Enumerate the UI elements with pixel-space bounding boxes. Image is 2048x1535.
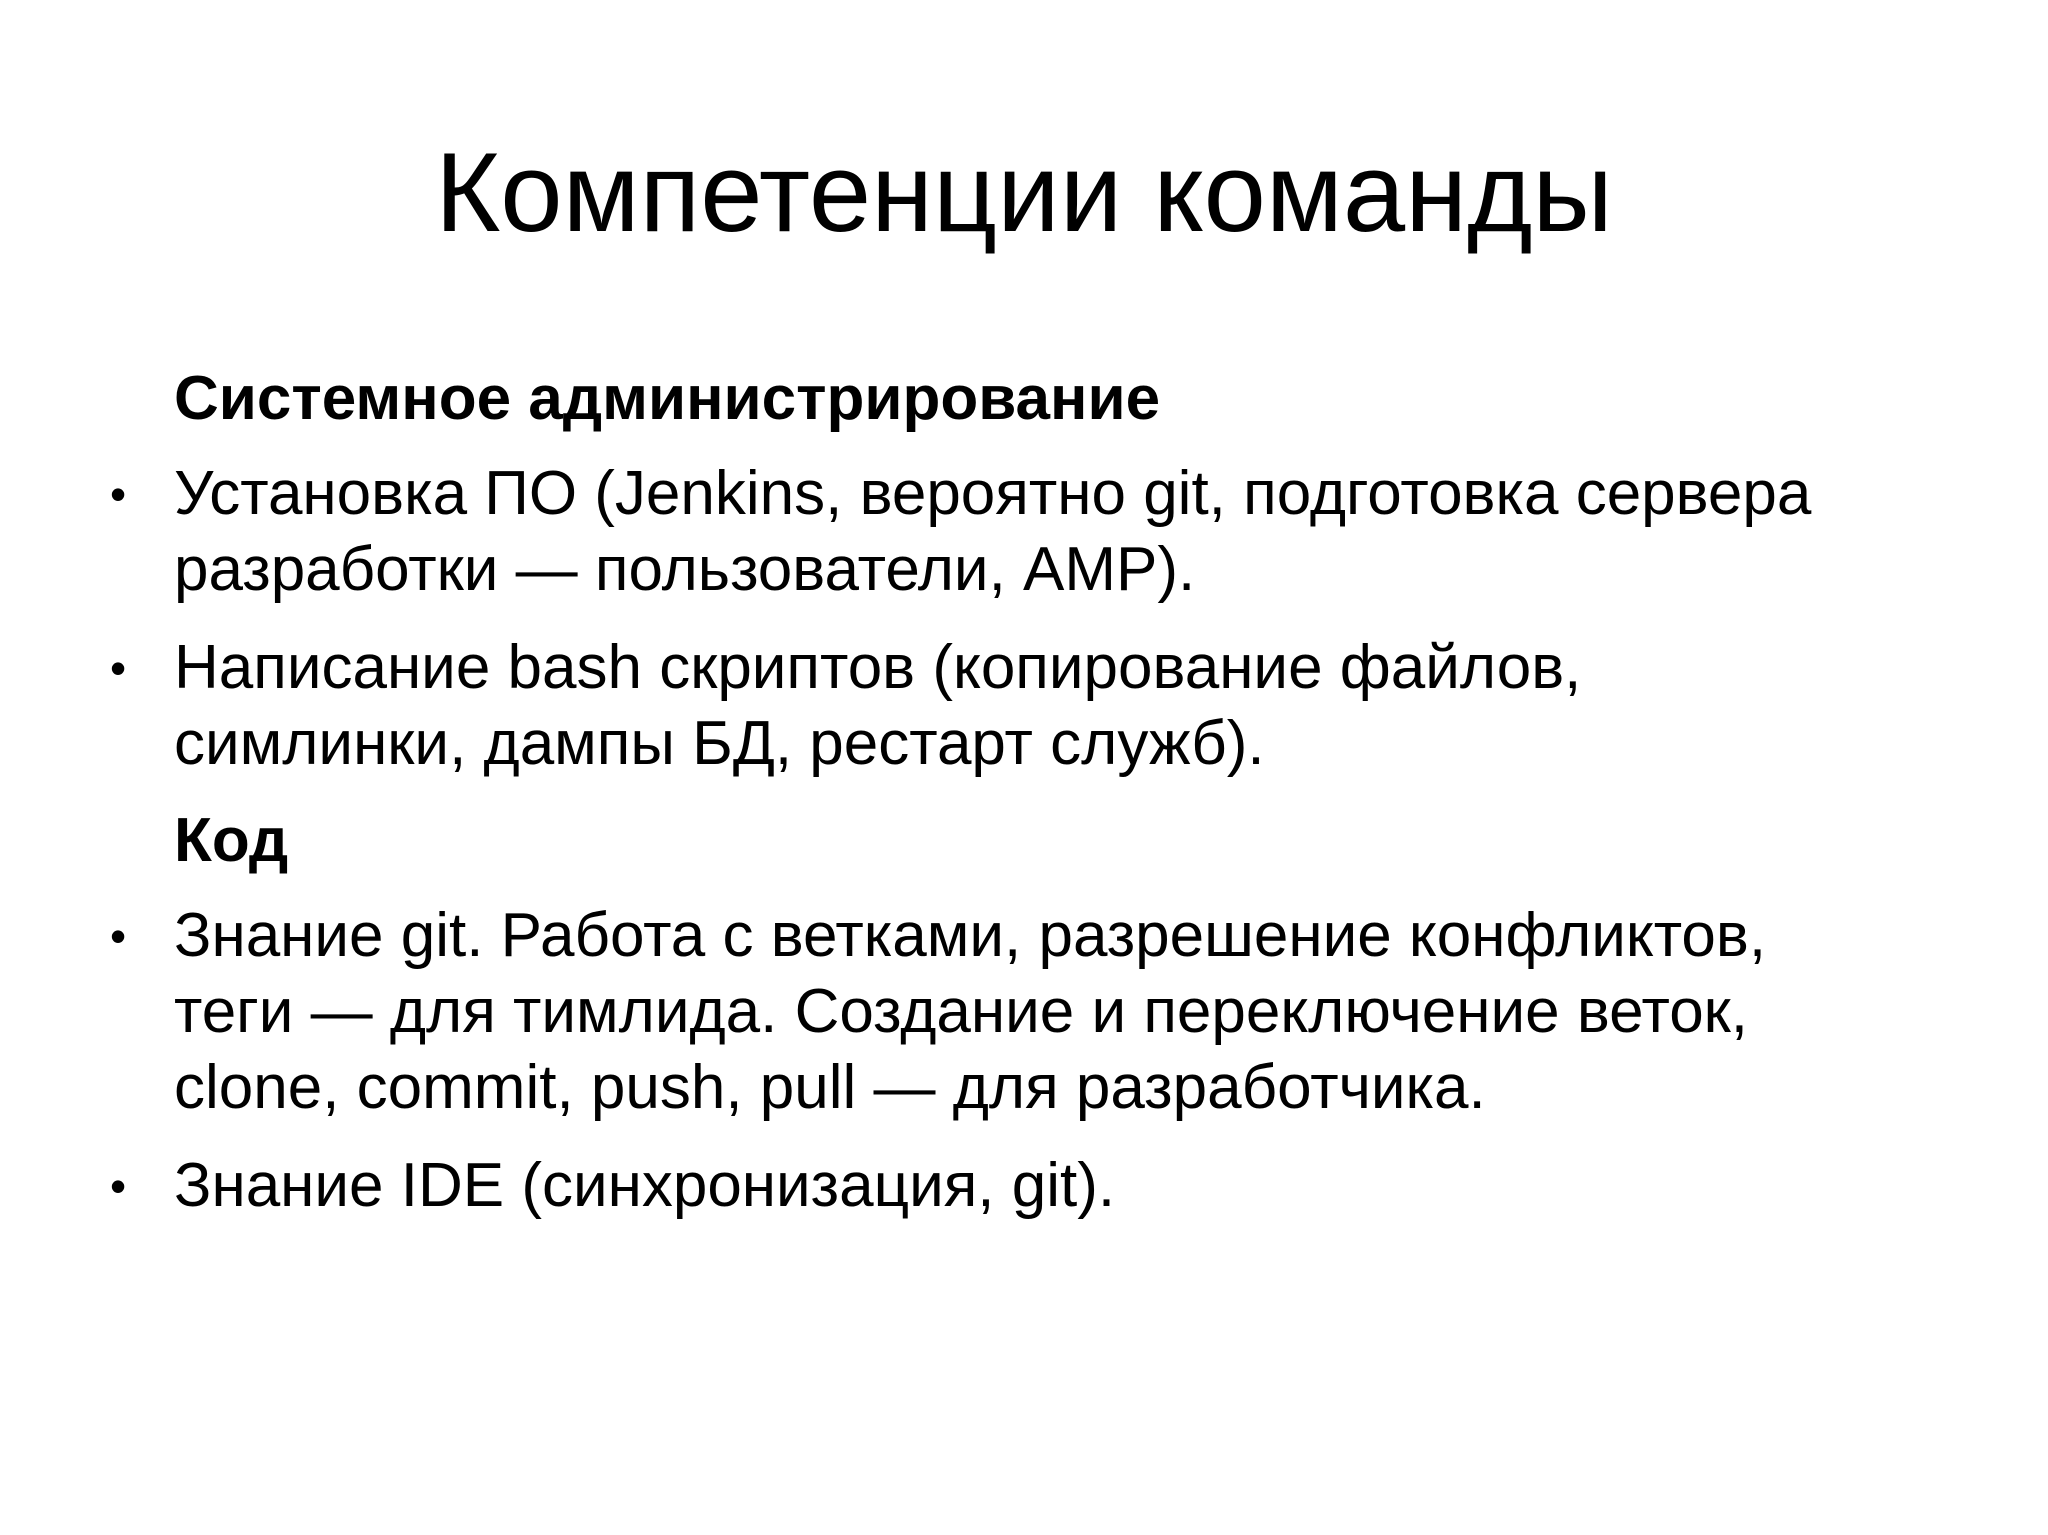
section-heading-code: Код	[174, 806, 289, 875]
section-heading-sysadmin: Системное администрирование	[174, 364, 1161, 433]
bullet-line: clone, commit, push, pull — для разработчика.	[174, 1053, 1486, 1122]
slide-content	[110, 360, 1990, 1242]
bullet-line: разработки — пользователи, AMP).	[174, 535, 1196, 604]
bullet-item	[110, 630, 1990, 782]
bullet-item	[110, 898, 1990, 1126]
bullet-icon: •	[110, 1160, 127, 1212]
bullet-item	[110, 456, 1990, 608]
bullet-line: Установка ПО (Jenkins, вероятно git, подготовка сервера	[174, 459, 1812, 528]
bullet-icon: •	[110, 642, 127, 694]
bullet-line: теги — для тимлида. Создание и переключение веток,	[174, 977, 1749, 1046]
bullet-line: Написание bash скриптов (копирование файлов,	[174, 633, 1582, 702]
bullet-line: симлинки, дампы БД, рестарт служб).	[174, 709, 1265, 778]
bullet-line: Знание git. Работа с ветками, разрешение конфликтов,	[174, 901, 1767, 970]
slide-title: Компетенции команды	[435, 130, 1613, 255]
bullet-icon: •	[110, 910, 127, 962]
bullet-line: Знание IDE (синхронизация, git).	[174, 1151, 1116, 1220]
bullet-icon: •	[110, 468, 127, 520]
bullet-item	[110, 1148, 1990, 1224]
